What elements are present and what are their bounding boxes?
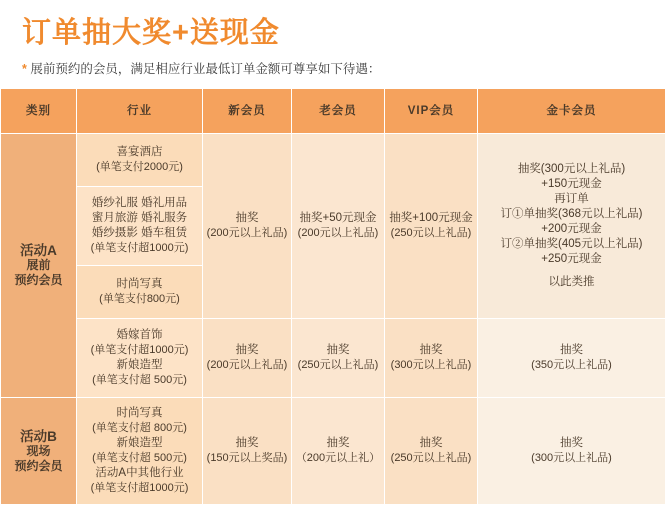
benefit-line: 抽奖 [326,437,350,449]
industry-line: 婚纱礼服 婚礼用品 [91,197,188,209]
industry-line: 蜜月旅游 婚礼服务 [91,212,188,224]
industry-cell-banquet [77,134,203,187]
industry-line: (单笔支付超 500元) [92,452,187,464]
benefit-line: (350元以上礼品) [531,359,612,371]
category-name-b: 活动B [20,428,57,444]
page-title: 订单抽大奖+送现金 [22,17,280,49]
category-cell-activity-b [1,398,77,505]
old-member-cell-a [292,134,385,319]
benefit-line: 抽奖 [419,344,443,356]
industry-line: 活动A中其他行业 [95,467,184,479]
category-sub-b-line1: 现场 [26,443,51,458]
table-header-row [1,89,665,134]
benefit-line: 抽奖 [235,344,259,356]
industry-cell-activity-b [77,398,203,505]
new-member-cell-jewelry [203,319,292,398]
benefit-line: (200元以上礼品) [206,227,288,239]
table-row [1,319,665,398]
benefit-line: 订②单抽奖(405元以上礼品) [500,238,643,250]
column-header-gold-member: 金卡会员 [478,89,665,134]
industry-cell-fashion-photo [77,266,203,319]
benefit-line: 订①单抽奖(368元以上礼品) [500,208,643,220]
vip-member-cell-a [385,134,478,319]
gold-member-cell-a [478,134,665,319]
category-name-a: 活动A [20,243,57,258]
gold-member-cell-b [478,398,665,505]
benefit-line: (300元以上礼品) [390,359,472,371]
gold-member-cell-jewelry [478,319,665,398]
industry-cell-wedding-group [77,187,203,266]
page-subtitle [0,52,665,88]
column-header-category: 类别 [1,89,77,134]
benefit-line: +150元现金 [541,178,602,190]
benefit-line: 抽奖+100元现金 [389,212,473,224]
column-header-vip-member: VIP会员 [385,89,478,134]
benefit-line: (250元以上礼品) [390,227,472,239]
benefit-line: +250元现金 [541,253,602,265]
category-sub-b-line2: 预约会员 [14,458,63,473]
vip-member-cell-b [385,398,478,505]
category-sub-a-line1: 展前 [26,258,51,272]
benefit-line: 抽奖 [560,437,583,449]
benefit-line: 抽奖+50元现金 [299,212,377,224]
industry-line: (单笔支付2000元) [96,161,183,173]
benefit-line: (250元以上礼品) [297,359,379,371]
benefit-line: 抽奖 [235,212,259,224]
benefit-line: 抽奖 [326,344,350,356]
industry-line: 新娘造型 [116,359,163,371]
old-member-cell-b [292,398,385,505]
new-member-cell-b [203,398,292,505]
industry-line: 婚纱摄影 婚车租赁 [91,227,188,239]
industry-line: (单笔支付800元) [99,293,180,305]
benefit-line: +200元现金 [541,223,602,235]
industry-line: 新娘造型 [116,437,163,449]
benefit-line: （200元以上礼） [295,452,381,464]
benefit-line: (250元以上礼品) [390,452,472,464]
column-header-new-member: 新会员 [203,89,292,134]
table-header [1,89,665,134]
benefit-line: 再订单 [554,193,589,205]
table-row [1,398,665,505]
benefit-line: 抽奖(300元以上礼品) [517,163,626,175]
benefit-line: (200元以上礼品) [206,359,288,371]
category-cell-activity-a [1,134,77,398]
column-header-old-member: 老会员 [292,89,385,134]
benefit-line: (200元以上礼品) [297,227,379,239]
subtitle-text: 展前预约的会员，满足相应行业最低订单金额可尊享如下待遇： [30,62,381,76]
benefit-line: (150元以上奖品) [206,452,288,464]
benefit-line: (300元以上礼品) [531,452,612,464]
benefit-line: 以此类推 [548,276,595,288]
industry-line: 婚嫁首饰 [116,329,163,341]
industry-line: (单笔支付超1000元) [90,242,189,254]
industry-line: 喜宴酒店 [116,146,163,158]
category-sub-a-line2: 预约会员 [14,273,63,287]
benefit-line: 抽奖 [235,437,259,449]
new-member-cell-a [203,134,292,319]
industry-line: (单笔支付超1000元) [90,482,189,494]
old-member-cell-jewelry [292,319,385,398]
industry-line: (单笔支付超 500元) [92,374,187,386]
industry-line: 时尚写真 [116,278,163,290]
benefit-line: 抽奖 [419,437,443,449]
column-header-industry: 行业 [77,89,203,134]
benefit-line: 抽奖 [560,344,583,356]
industry-cell-jewelry [77,319,203,398]
table-row [1,134,665,187]
benefits-table [0,88,665,505]
subtitle-star: * [22,62,27,76]
industry-line: (单笔支付超 800元) [92,422,187,434]
vip-member-cell-jewelry [385,319,478,398]
industry-line: 时尚写真 [116,407,163,419]
industry-line: (单笔支付超1000元) [90,344,189,356]
